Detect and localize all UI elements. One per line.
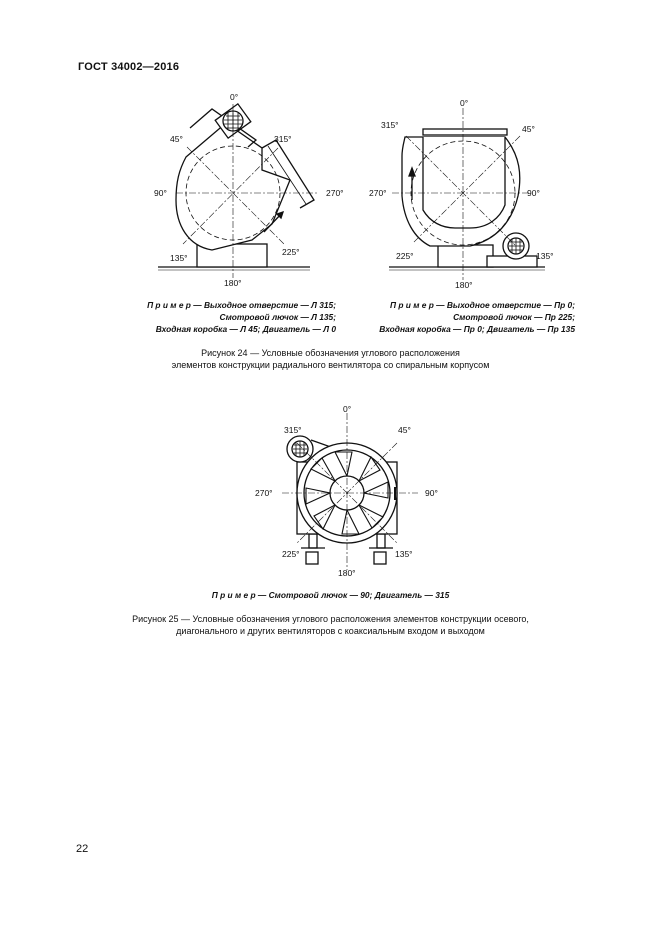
fig24r-example-line-3: Входная коробка — Пр 0; Двигатель — Пр 135 xyxy=(379,324,575,334)
fig24r-angle-45: 45° xyxy=(522,124,535,134)
fig25-example: П р и м е р — Смотровой лючок — 90; Двигатель — 315 xyxy=(211,590,450,600)
fig25-angle-180: 180° xyxy=(338,568,356,578)
fig24l-angle-0: 0° xyxy=(230,92,239,102)
fig24l-example-line-1: П р и м е р — Выходное отверстие — Л 315; xyxy=(147,300,336,310)
fig25-angle-315: 315° xyxy=(284,425,302,435)
fig24r-angle-180: 180° xyxy=(455,280,473,290)
fig25-angle-270: 270° xyxy=(255,488,273,498)
figure25-caption xyxy=(0,613,661,637)
fig24l-angle-90: 90° xyxy=(154,188,167,198)
fig24l-example-line-3: Входная коробка — Л 45; Двигатель — Л 0 xyxy=(155,324,336,334)
fig24l-angle-270: 270° xyxy=(326,188,344,198)
fig24l-angle-180: 180° xyxy=(224,278,242,288)
fig25-caption-line-1: Рисунок 25 — Условные обозначения углового расположения элементов конструкции осевого, xyxy=(132,614,529,624)
fig24l-angle-135: 135° xyxy=(170,253,188,263)
fig25-angle-90: 90° xyxy=(425,488,438,498)
fig24r-angle-225: 225° xyxy=(396,251,414,261)
fig25-angle-45: 45° xyxy=(398,425,411,435)
fig24r-angle-135: 135° xyxy=(536,251,554,261)
fig24r-angle-270: 270° xyxy=(369,188,387,198)
fig25-angle-225: 225° xyxy=(282,549,300,559)
fig25-angle-0: 0° xyxy=(343,404,352,414)
fig24r-angle-90: 90° xyxy=(527,188,540,198)
fig24l-angle-225: 225° xyxy=(282,247,300,257)
fig24r-angle-0: 0° xyxy=(460,98,469,108)
fig25-caption-line-2: диагонального и других вентиляторов с коаксиальным входом и выходом xyxy=(176,626,485,636)
fig25-angle-135: 135° xyxy=(395,549,413,559)
fig24-caption-line-2: элементов конструкции радиального вентилятора со спиральным корпусом xyxy=(171,360,490,370)
fig24l-angle-315: 315° xyxy=(274,134,292,144)
fig24r-angle-315: 315° xyxy=(381,120,399,130)
fig24-caption-line-1: Рисунок 24 — Условные обозначения углового расположения xyxy=(201,348,460,358)
fig24l-angle-45: 45° xyxy=(170,134,183,144)
document-header: ГОСТ 34002—2016 xyxy=(78,61,180,73)
fig24r-example-line-1: П р и м е р — Выходное отверстие — Пр 0; xyxy=(390,300,575,310)
fig24r-example-line-2: Смотровой лючок — Пр 225; xyxy=(453,312,575,322)
fig24l-example-line-2: Смотровой лючок — Л 135; xyxy=(219,312,336,322)
page-number: 22 xyxy=(76,843,89,855)
